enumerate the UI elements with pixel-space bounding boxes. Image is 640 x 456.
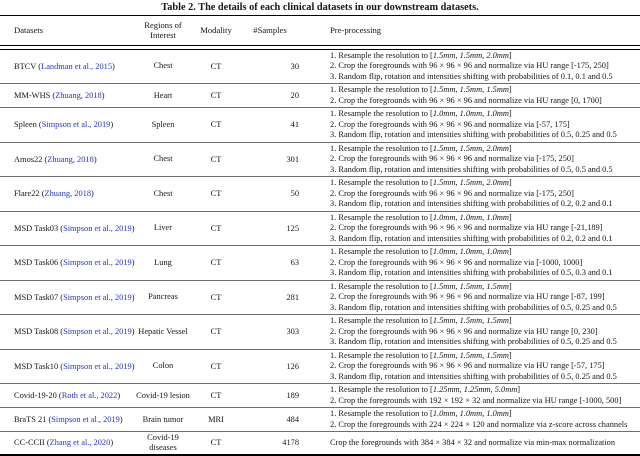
samples-cell: 50 xyxy=(290,189,299,199)
region-cell: Covid-19 diseases xyxy=(147,433,179,452)
citation-open-paren: ( xyxy=(46,415,52,425)
citation-open-paren: ( xyxy=(58,292,64,302)
preprocessing-steps xyxy=(302,438,640,449)
modality-cell: CT xyxy=(210,361,222,371)
modality-cell: CT xyxy=(210,438,222,448)
preprocessing-step: 1. Resample the resolution to [1.5mm, 1.5mm, 1.5mm] xyxy=(330,281,512,291)
preprocessing-step: 3. Random flip, rotation and intensities shifting with probabilities of 0.1, 0.1 and 0.5 xyxy=(330,71,613,81)
dataset-name: Spleen xyxy=(14,120,37,130)
preprocessing-steps xyxy=(302,85,640,106)
table-row xyxy=(0,83,640,107)
citation-open-paren: ( xyxy=(58,258,64,268)
dataset-name: MSD Task06 xyxy=(14,258,59,268)
header-preprocessing: Pre-processing xyxy=(330,24,382,35)
dataset-cell xyxy=(0,91,132,100)
dataset-cell xyxy=(0,189,132,198)
modality-cell: CT xyxy=(210,292,222,302)
region-cell: Colon xyxy=(152,361,174,371)
preprocessing-step: 2. Crop the foregrounds with 96 × 96 × 96 and normalize via [-57, 175] xyxy=(330,119,570,129)
preprocessing-step: 1. Resample the resolution to [1.5mm, 1.5mm, 1.5mm] xyxy=(330,316,512,326)
samples-cell: 125 xyxy=(286,223,299,233)
table-row xyxy=(0,349,640,384)
modality-cell: CT xyxy=(210,154,222,164)
dataset-name: MSD Task03 xyxy=(14,223,59,233)
modality-cell: CT xyxy=(210,61,222,71)
header-modality: Modality xyxy=(200,24,232,35)
region-cell: Spleen xyxy=(151,119,175,129)
preprocessing-step: 2. Crop the foregrounds with 96 × 96 × 96 and normalize via HU range [-57, 175] xyxy=(330,361,605,371)
preprocessing-steps xyxy=(302,351,640,383)
preprocessing-step: 1. Resample the resolution to [1.5mm, 1.5mm, 1.5mm] xyxy=(330,350,512,360)
table-row xyxy=(0,142,640,177)
dataset-name: BTCV xyxy=(14,61,37,71)
region-cell: Heart xyxy=(153,90,173,100)
table-header-row xyxy=(0,16,640,45)
preprocessing-step: 1. Resample the resolution to [1.0mm, 1.0mm, 1.0mm] xyxy=(330,409,512,419)
table-row xyxy=(0,383,640,407)
preprocessing-step: 1. Resample the resolution to [1.5mm, 1.5mm, 2.0mm] xyxy=(330,143,512,153)
citation-close-paren: ) xyxy=(112,61,115,71)
preprocessing-steps xyxy=(302,213,640,245)
samples-cell: 303 xyxy=(286,327,299,337)
preprocessing-step: 2. Crop the foregrounds with 96 × 96 × 96 and normalize via HU range [-87, 199] xyxy=(330,292,605,302)
citation-link[interactable]: Zhang et al., 2020 xyxy=(49,438,111,448)
table-bottom-rule xyxy=(0,454,640,456)
region-cell: Hepatic Vessel xyxy=(138,326,188,336)
citation-close-paren: ) xyxy=(110,438,114,448)
preprocessing-step: 2. Crop the foregrounds with 96 × 96 × 96 and normalize via [-1000, 1000] xyxy=(330,257,583,267)
table-row xyxy=(0,280,640,315)
citation-link[interactable]: Simpson et al., 2019 xyxy=(63,361,132,371)
preprocessing-step: 3. Random flip, rotation and intensities shifting with probabilities of 0.5, 0.25 and 0.5 xyxy=(330,302,617,312)
preprocessing-step: 2. Crop the foregrounds with 224 × 224 × 120 and normalize via z-score across channels xyxy=(330,419,628,429)
dataset-cell xyxy=(0,258,135,268)
citation-link[interactable]: Landman et al., 2015 xyxy=(41,61,113,71)
table-row xyxy=(0,211,640,246)
table-caption: Table 2. The details of each clinical datasets in our downstream datasets. xyxy=(161,2,479,13)
dataset-name: Covid-19-20 xyxy=(14,391,57,401)
region-cell: Chest xyxy=(153,154,173,164)
dataset-cell xyxy=(0,155,132,164)
region-cell: Brain tumor xyxy=(142,414,184,424)
citation-close-paren: ) xyxy=(131,361,135,371)
header-samples: #Samples xyxy=(253,24,287,35)
preprocessing-step: 3. Random flip, rotation and intensities shifting with probabilities of 0.2, 0.2 and 0.1 xyxy=(330,233,613,243)
preprocessing-step: 2. Crop the foregrounds with 96 × 96 × 96 and normalize via [-175, 250] xyxy=(330,188,574,198)
modality-cell: MRI xyxy=(208,415,224,425)
citation-close-paren: ) xyxy=(131,292,135,302)
samples-cell: 63 xyxy=(290,258,299,268)
citation-close-paren: ) xyxy=(119,415,123,425)
dataset-name: BraTS 21 xyxy=(14,415,47,425)
preprocessing-steps xyxy=(302,109,640,141)
header-datasets: Datasets xyxy=(14,24,44,35)
table-row xyxy=(0,176,640,211)
preprocessing-steps xyxy=(302,51,640,83)
preprocessing-step: 1. Resample the resolution to [1.25mm, 1.25mm, 5.0mm] xyxy=(330,385,521,395)
samples-cell: 484 xyxy=(286,415,299,425)
header-regions: Regions of Interest xyxy=(144,19,182,40)
samples-cell: 301 xyxy=(286,154,299,164)
citation-open-paren: ( xyxy=(50,91,56,101)
citation-close-paren: ) xyxy=(110,120,114,130)
samples-cell: 281 xyxy=(286,292,299,302)
citation-link[interactable]: Roth et al., 2022 xyxy=(61,391,118,401)
modality-cell: CT xyxy=(210,391,222,401)
samples-cell: 20 xyxy=(290,91,299,101)
preprocessing-steps xyxy=(302,144,640,176)
modality-cell: CT xyxy=(210,120,222,130)
dataset-cell xyxy=(0,361,135,371)
preprocessing-step: 1. Resample the resolution to [1.0mm, 1.0mm, 1.0mm] xyxy=(330,247,512,257)
preprocessing-step: 1. Resample the resolution to [1.5mm, 1.5mm, 1.5mm] xyxy=(330,85,512,95)
modality-cell: CT xyxy=(210,223,222,233)
citation-link[interactable]: Simpson et al., 2019 xyxy=(63,292,132,302)
preprocessing-step: 3. Random flip, rotation and intensities shifting with probabilities of 0.5, 0.25 and 0.5 xyxy=(330,371,617,381)
dataset-name: Amos22 xyxy=(14,154,43,164)
region-cell: Lung xyxy=(154,257,172,267)
preprocessing-step: 2. Crop the foregrounds with 96 × 96 × 96 and normalize via [-175, 250] xyxy=(330,154,574,164)
citation-link[interactable]: Zhuang, 2018 xyxy=(47,154,94,164)
citation-open-paren: ( xyxy=(36,61,42,71)
citation-close-paren: ) xyxy=(131,223,135,233)
citation-close-paren: ) xyxy=(101,91,105,101)
dataset-name: Flare22 xyxy=(14,189,40,199)
preprocessing-steps xyxy=(302,385,640,406)
preprocessing-step: 3. Random flip, rotation and intensities shifting with probabilities of 0.5, 0.3 and 0.1 xyxy=(330,268,613,278)
preprocessing-steps xyxy=(302,316,640,348)
preprocessing-step: Crop the foregrounds with 384 × 384 × 32 and normalize via min-max normalization xyxy=(330,437,616,447)
preprocessing-step: 2. Crop the foregrounds with 96 × 96 × 96 and normalize via HU range [0, 1700] xyxy=(330,95,602,105)
preprocessing-step: 2. Crop the foregrounds with 96 × 96 × 96 and normalize via HU range [-21,189] xyxy=(330,223,603,233)
citation-close-paren: ) xyxy=(131,258,135,268)
citation-link[interactable]: Simpson et al., 2019 xyxy=(63,223,132,233)
samples-cell: 189 xyxy=(286,391,299,401)
dataset-cell xyxy=(0,327,135,337)
dataset-cell xyxy=(0,223,135,233)
table-row xyxy=(0,50,640,84)
table-row xyxy=(0,314,640,349)
samples-cell: 126 xyxy=(286,361,299,371)
modality-cell: CT xyxy=(210,327,222,337)
region-cell: Pancreas xyxy=(148,292,178,302)
preprocessing-step: 1. Resample the resolution to [1.0mm, 1.0mm, 1.0mm] xyxy=(330,109,512,119)
dataset-name: MSD Task08 xyxy=(14,327,59,337)
samples-cell: 41 xyxy=(290,120,299,130)
dataset-name: MSD Task07 xyxy=(14,292,59,302)
citation-close-paren: ) xyxy=(93,154,97,164)
citation-open-paren: ( xyxy=(44,438,50,448)
preprocessing-step: 1. Resample the resolution to [1.5mm, 1.5mm, 2.0mm] xyxy=(330,50,512,60)
dataset-name: CC-CCII xyxy=(14,438,45,448)
preprocessing-step: 2. Crop the foregrounds with 96 × 96 × 96 and normalize via HU range [0, 230] xyxy=(330,326,598,336)
citation-open-paren: ( xyxy=(36,120,42,130)
citation-link[interactable]: Simpson et al., 2019 xyxy=(63,258,132,268)
modality-cell: CT xyxy=(210,258,222,268)
citation-link[interactable]: Simpson et al., 2019 xyxy=(41,120,111,130)
datasets-table-body xyxy=(0,50,640,454)
citation-link[interactable]: Simpson et al., 2019 xyxy=(51,415,120,425)
preprocessing-steps xyxy=(302,282,640,314)
region-cell: Chest xyxy=(153,188,173,198)
preprocessing-step: 2. Crop the foregrounds with 96 × 96 × 96 and normalize via HU range [-175, 250] xyxy=(330,61,609,71)
preprocessing-step: 1. Resample the resolution to [1.5mm, 1.5mm, 2.0mm] xyxy=(330,178,512,188)
region-cell: Liver xyxy=(153,223,173,233)
preprocessing-step: 2. Crop the foregrounds with 192 × 192 × 32 and normalize via HU range [-1000, 500] xyxy=(330,395,622,405)
citation-open-paren: ( xyxy=(58,223,64,233)
preprocessing-step: 3. Random flip, rotation and intensities shifting with probabilities of 0.2, 0.2 and 0.1 xyxy=(330,199,613,209)
dataset-cell xyxy=(0,62,132,71)
preprocessing-steps xyxy=(302,247,640,279)
dataset-name: MSD Task10 xyxy=(14,361,59,371)
citation-open-paren: ( xyxy=(56,391,62,401)
dataset-name: MM-WHS xyxy=(14,91,51,101)
preprocessing-step: 1. Resample the resolution to [1.0mm, 1.0mm, 1.0mm] xyxy=(330,212,512,222)
citation-open-paren: ( xyxy=(39,189,45,199)
preprocessing-steps xyxy=(302,178,640,210)
preprocessing-step: 3. Random flip, rotation and intensities shifting with probabilities of 0.5, 0.25 and 0.5 xyxy=(330,130,617,140)
samples-cell: 4178 xyxy=(282,438,299,448)
citation-close-paren: ) xyxy=(117,391,121,401)
citation-link[interactable]: Zhuang, 2018 xyxy=(55,91,102,101)
dataset-cell xyxy=(0,120,132,129)
citation-close-paren: ) xyxy=(91,189,94,199)
region-cell: Chest xyxy=(153,61,173,71)
citation-link[interactable]: Simpson et al., 2019 xyxy=(63,327,132,337)
preprocessing-step: 3. Random flip, rotation and intensities shifting with probabilities of 0.5, 0.25 and 0.5 xyxy=(330,337,617,347)
preprocessing-step: 3. Random flip, rotation and intensities shifting with probabilities of 0.5, 0.5 and 0.5 xyxy=(330,164,613,174)
citation-link[interactable]: Zhuang, 2018 xyxy=(44,189,92,199)
dataset-cell xyxy=(0,415,132,424)
dataset-cell xyxy=(0,292,135,302)
citation-close-paren: ) xyxy=(131,327,135,337)
modality-cell: CT xyxy=(210,91,222,101)
citation-open-paren: ( xyxy=(58,327,64,337)
table-row xyxy=(0,107,640,142)
citation-open-paren: ( xyxy=(58,361,64,371)
modality-cell: CT xyxy=(210,189,222,199)
citation-open-paren: ( xyxy=(42,154,48,164)
table-row xyxy=(0,407,640,431)
samples-cell: 30 xyxy=(290,61,299,71)
preprocessing-steps xyxy=(302,409,640,430)
dataset-cell xyxy=(0,438,132,447)
region-cell: Covid-19 lesion xyxy=(136,390,190,400)
dataset-cell xyxy=(0,391,132,400)
table-row xyxy=(0,431,640,453)
table-row xyxy=(0,245,640,280)
